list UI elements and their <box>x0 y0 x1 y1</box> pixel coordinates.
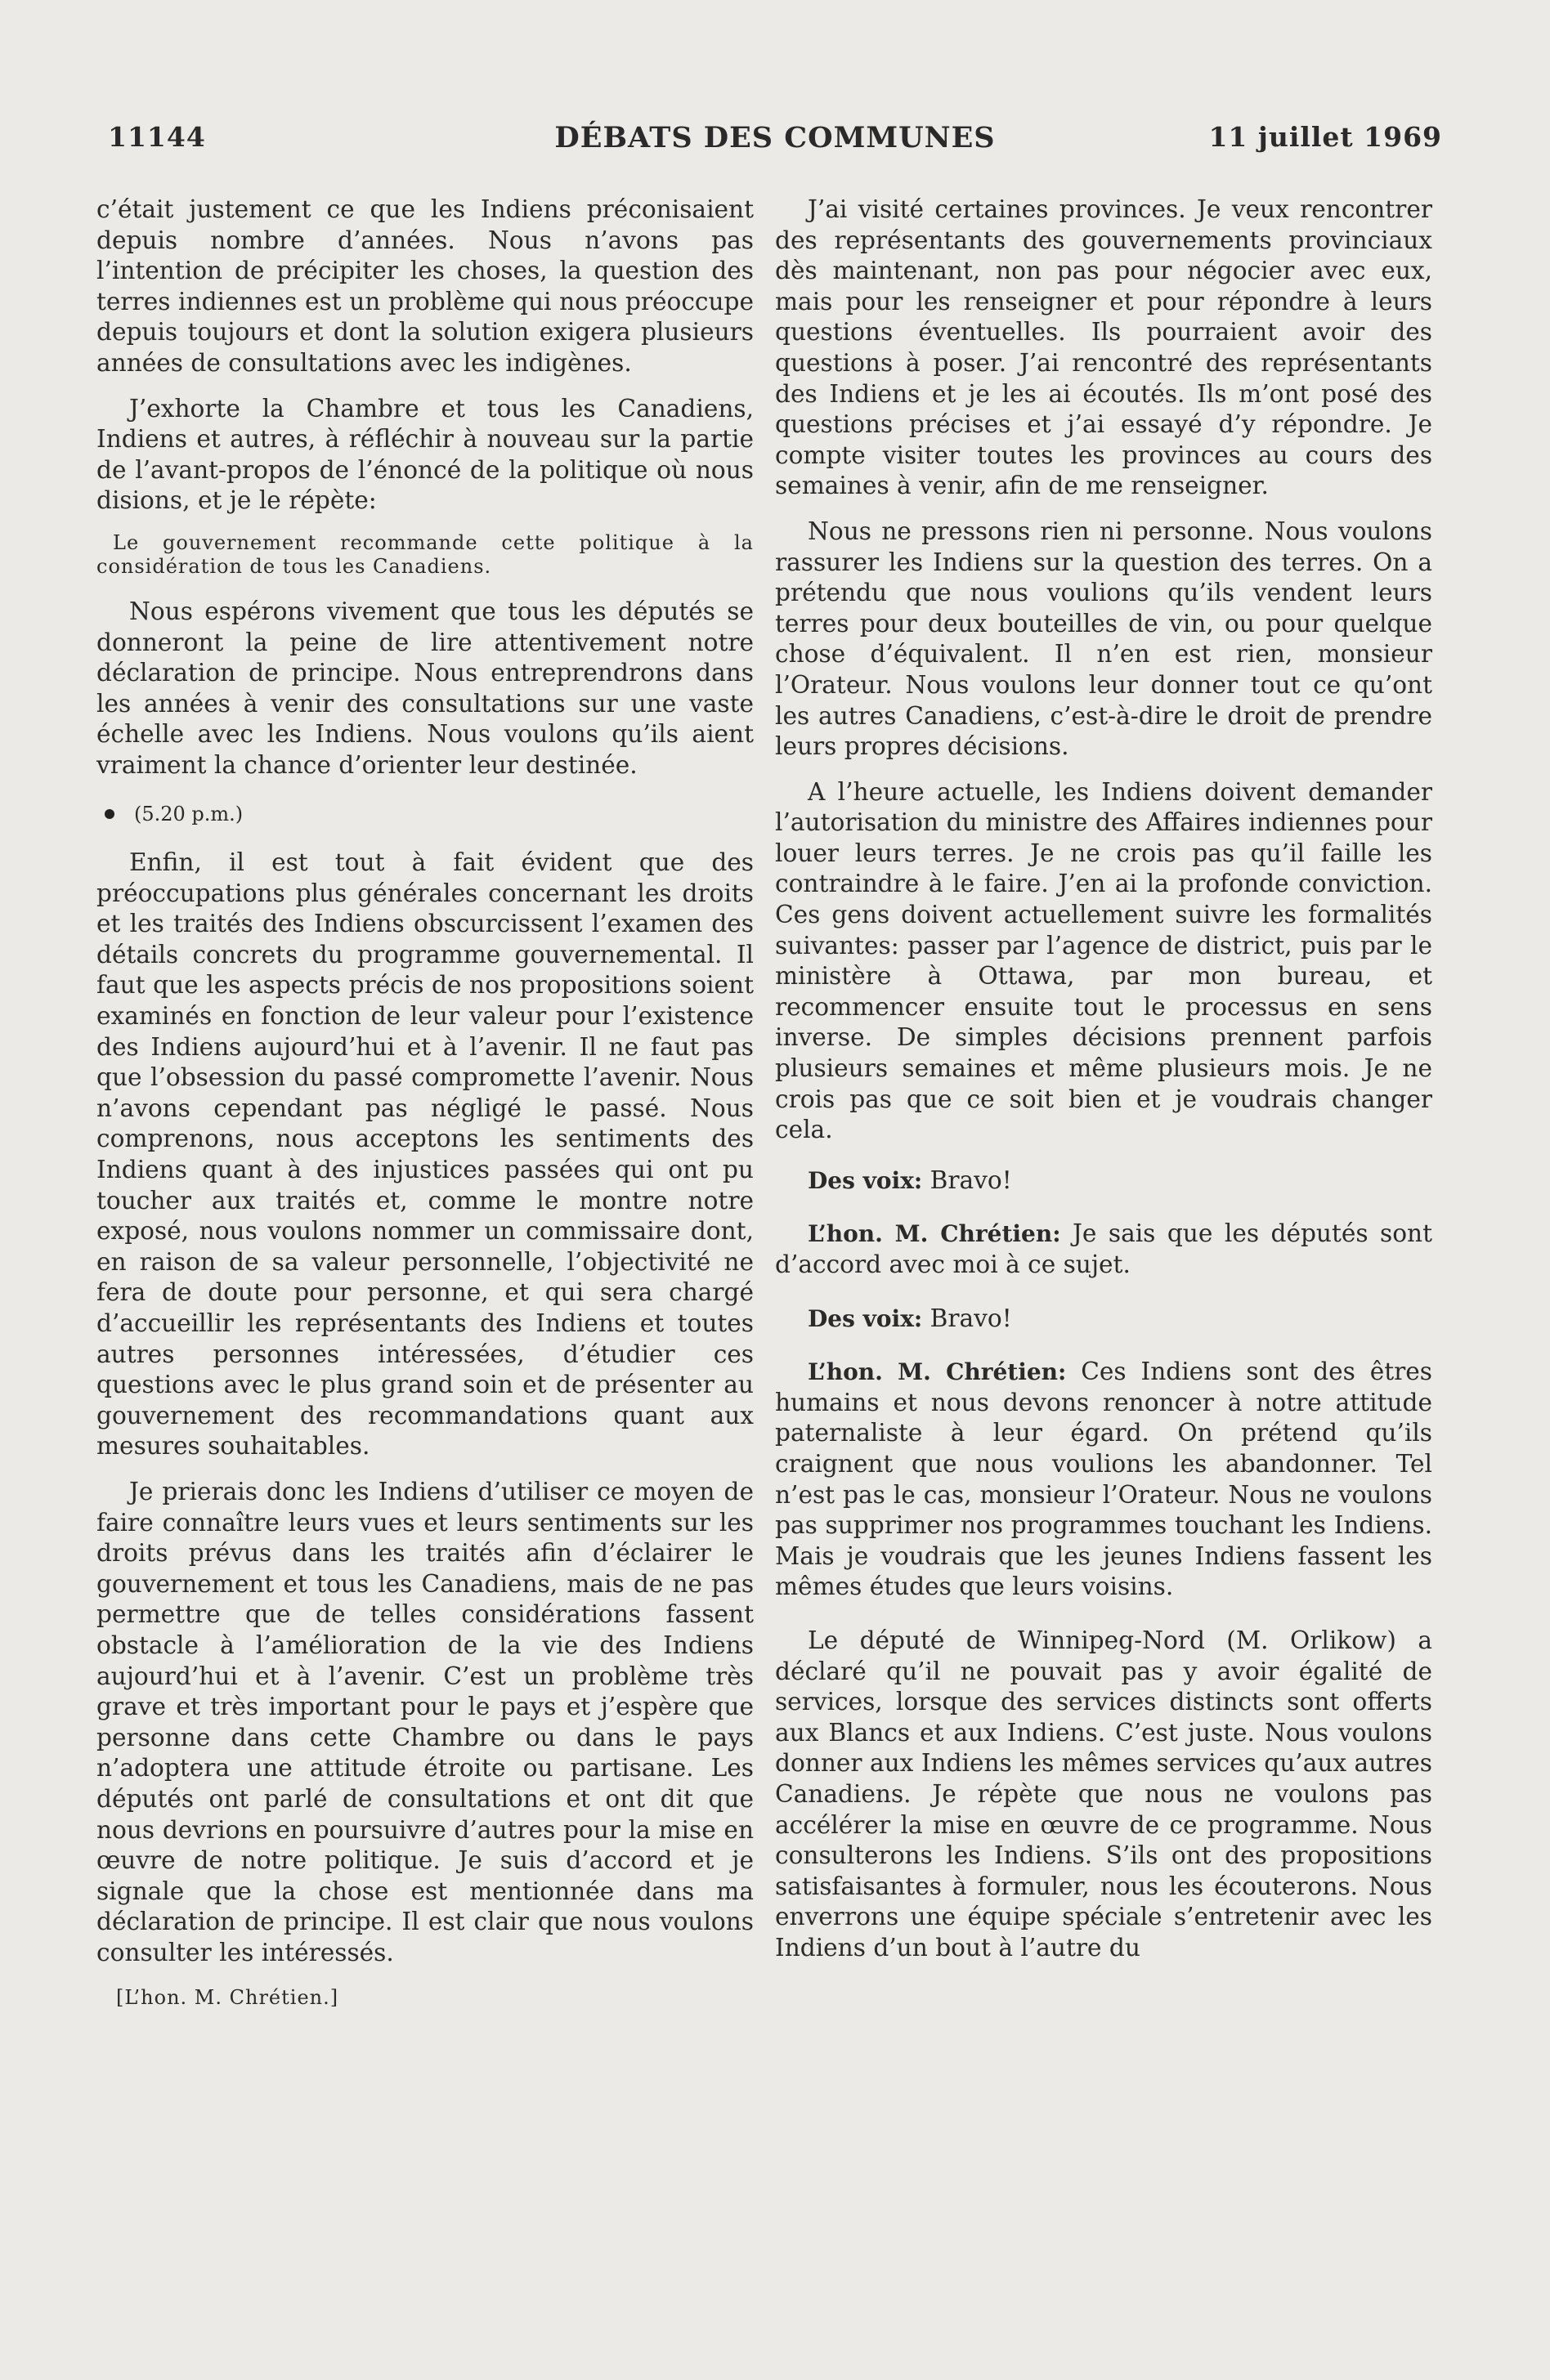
speech-statement <box>775 1357 1432 1603</box>
paragraph: Je prierais donc les Indiens d’utiliser ce moyen de faire connaître leurs vues et leurs sentiments sur les droits prévus dans les traités afin d’éclairer le gouvernement et tous les Canadiens, mais de ne pas permettre que de telles considérations fassent obstacle à l’amélioration de la vie des Indiens aujourd’hui et à l’avenir. C’est un problème très grave et très important pour le pays et j’espère que personne dans cette Chambre ou dans le pays n’adoptera une attitude étroite ou partisane. Les députés ont parlé de consultations et ont dit que nous devrions en poursuivre d’autres pour la mise en œuvre de notre politique. Je suis d’accord et je signale que la chose est mentionnée dans ma déclaration de principe. Il est clair que nous voulons consulter les intéressés. <box>96 1477 754 1966</box>
speech-text: Je sais que les députés sont d’accord avec moi à ce sujet. <box>775 1219 1432 1278</box>
right-column <box>775 195 1432 1978</box>
speaker-name: Des voix: <box>808 1166 923 1194</box>
paragraph: J’ai visité certaines provinces. Je veux rencontrer des représentants des gouvernements provinciaux dès maintenant, non pas pour négocier avec eux, mais pour les renseigner et pour répondre à leurs questions éventuelles. Ils pourraient avoir des questions à poser. J’ai rencontré des représentants des Indiens et je les ai écoutés. Ils m’ont posé des questions précises et j’ai essayé d’y répondre. Je compte visiter toutes les provinces au cours des semaines à venir, afin de me renseigner. <box>775 195 1432 500</box>
paragraph: A l’heure actuelle, les Indiens doivent demander l’autorisation du ministre des Affaires indiennes pour louer leurs terres. Je ne crois pas qu’il faille les contraindre à le faire. J’en ai la profonde conviction. Ces gens doivent actuellement suivre les formalités suivantes: passer par l’agence de district, puis par le ministère à Ottawa, par mon bureau, et recommencer ensuite tout le processus en sens inverse. De simples décisions prennent parfois plusieurs semaines et même plusieurs mois. Je ne crois pas que ce soit bien et je voudrais changer cela. <box>775 777 1432 1144</box>
time-marker <box>96 799 754 830</box>
publication-title: DÉBATS DES COMMUNES <box>554 121 996 154</box>
speech-interjection <box>775 1304 1432 1335</box>
time-marker-text: (5.20 p.m.) <box>134 802 244 825</box>
paragraph: c’était justement ce que les Indiens préconisaient depuis nombre d’années. Nous n’avons pas l’intention de précipiter les choses, la question des terres indiennes est un problème qui nous préoccupe depuis toujours et dont la solution exigera plusieurs années de consultations avec les indigènes. <box>96 195 754 377</box>
paragraph: Enfin, il est tout à fait évident que des préoccupations plus générales concernant les droits et les traités des Indiens obscurcissent l’examen des détails concrets du programme gouvernemental. Il faut que les aspects précis de nos propositions soient examinés en fonction de leur valeur pour l’existence des Indiens aujourd’hui et à l’avenir. Il ne faut pas que l’obsession du passé compromette l’avenir. Nous n’avons cependant pas négligé le passé. Nous comprenons, nous acceptons les sentiments des Indiens quant à des injustices passées qui ont pu toucher aux traités et, comme le montre notre exposé, nous voulons nommer un commissaire dont, en raison de sa valeur personnelle, l’objectivité ne fera de doute pour personne, et qui sera chargé d’accueillir les représentants des Indiens et toutes autres personnes intéressées, d’étudier ces questions avec le plus grand soin et de présenter au gouvernement des recommandations quant aux mesures souhaitables. <box>96 848 754 1461</box>
page-header <box>0 121 1550 170</box>
speaker-name: L’hon. M. Chrétien: <box>808 1358 1067 1386</box>
speech-text: Bravo! <box>922 1165 1012 1194</box>
paragraph: J’exhorte la Chambre et tous les Canadiens, Indiens et autres, à réfléchir à nouveau sur la partie de l’avant-propos de l’énoncé de la politique où nous disions, et je le répète: <box>96 394 754 515</box>
paragraph: Le député de Winnipeg-Nord (M. Orlikow) a déclaré qu’il ne pouvait pas y avoir égalité de services, lorsque des services distincts sont offerts aux Blancs et aux Indiens. C’est juste. Nous voulons donner aux Indiens les mêmes services qu’aux autres Canadiens. Je répète que nous ne voulons pas accélérer la mise en œuvre de ce programme. Nous consulterons les Indiens. S’ils ont des propositions satisfaisantes à formuler, nous les écouterons. Nous enverrons une équipe spéciale s’entretenir avec les Indiens d’un bout à l’autre du <box>775 1626 1432 1962</box>
paragraph: Nous espérons vivement que tous les députés se donneront la peine de lire attentivement notre déclaration de principe. Nous entreprendrons dans les années à venir des consultations sur une vaste échelle avec les Indiens. Nous voulons qu’ils aient vraiment la chance d’orienter leur destinée. <box>96 597 754 779</box>
bullet-icon <box>105 809 114 819</box>
speech-statement <box>775 1219 1432 1280</box>
speech-text: Bravo! <box>922 1304 1012 1332</box>
left-column <box>96 195 754 2029</box>
speech-text: Ces Indiens sont des êtres humains et nous devons renoncer à notre attitude paternaliste à leur égard. On prétend qu’ils craignent que nous voulions les abandonner. Tel n’est pas le cas, monsieur l’Orateur. Nous ne voulons pas supprimer nos programmes touchant les Indiens. Mais je voudrais que les jeunes Indiens fassent les mêmes études que leurs voisins. <box>775 1358 1432 1601</box>
policy-quote: Le gouvernement recommande cette politique à la considération de tous les Canadiens. <box>96 530 754 578</box>
paragraph: Nous ne pressons rien ni personne. Nous voulons rassurer les Indiens sur la question des terres. On a prétendu que nous voulions qu’ils vendent leurs terres pour deux bouteilles de vin, ou pour quelque chose d’équivalent. Il n’en est rien, monsieur l’Orateur. Nous voulons leur donner tout ce qu’ont les autres Canadiens, c’est-à-dire le droit de prendre leurs propres décisions. <box>775 517 1432 761</box>
speaker-name: L’hon. M. Chrétien: <box>808 1220 1061 1248</box>
issue-date: 11 juillet 1969 <box>1208 121 1442 153</box>
speech-interjection <box>775 1165 1432 1197</box>
speaker-attribution: [L’hon. M. Chrétien.] <box>116 1986 339 2010</box>
speaker-name: Des voix: <box>808 1304 923 1332</box>
page-number: 11144 <box>108 121 206 153</box>
